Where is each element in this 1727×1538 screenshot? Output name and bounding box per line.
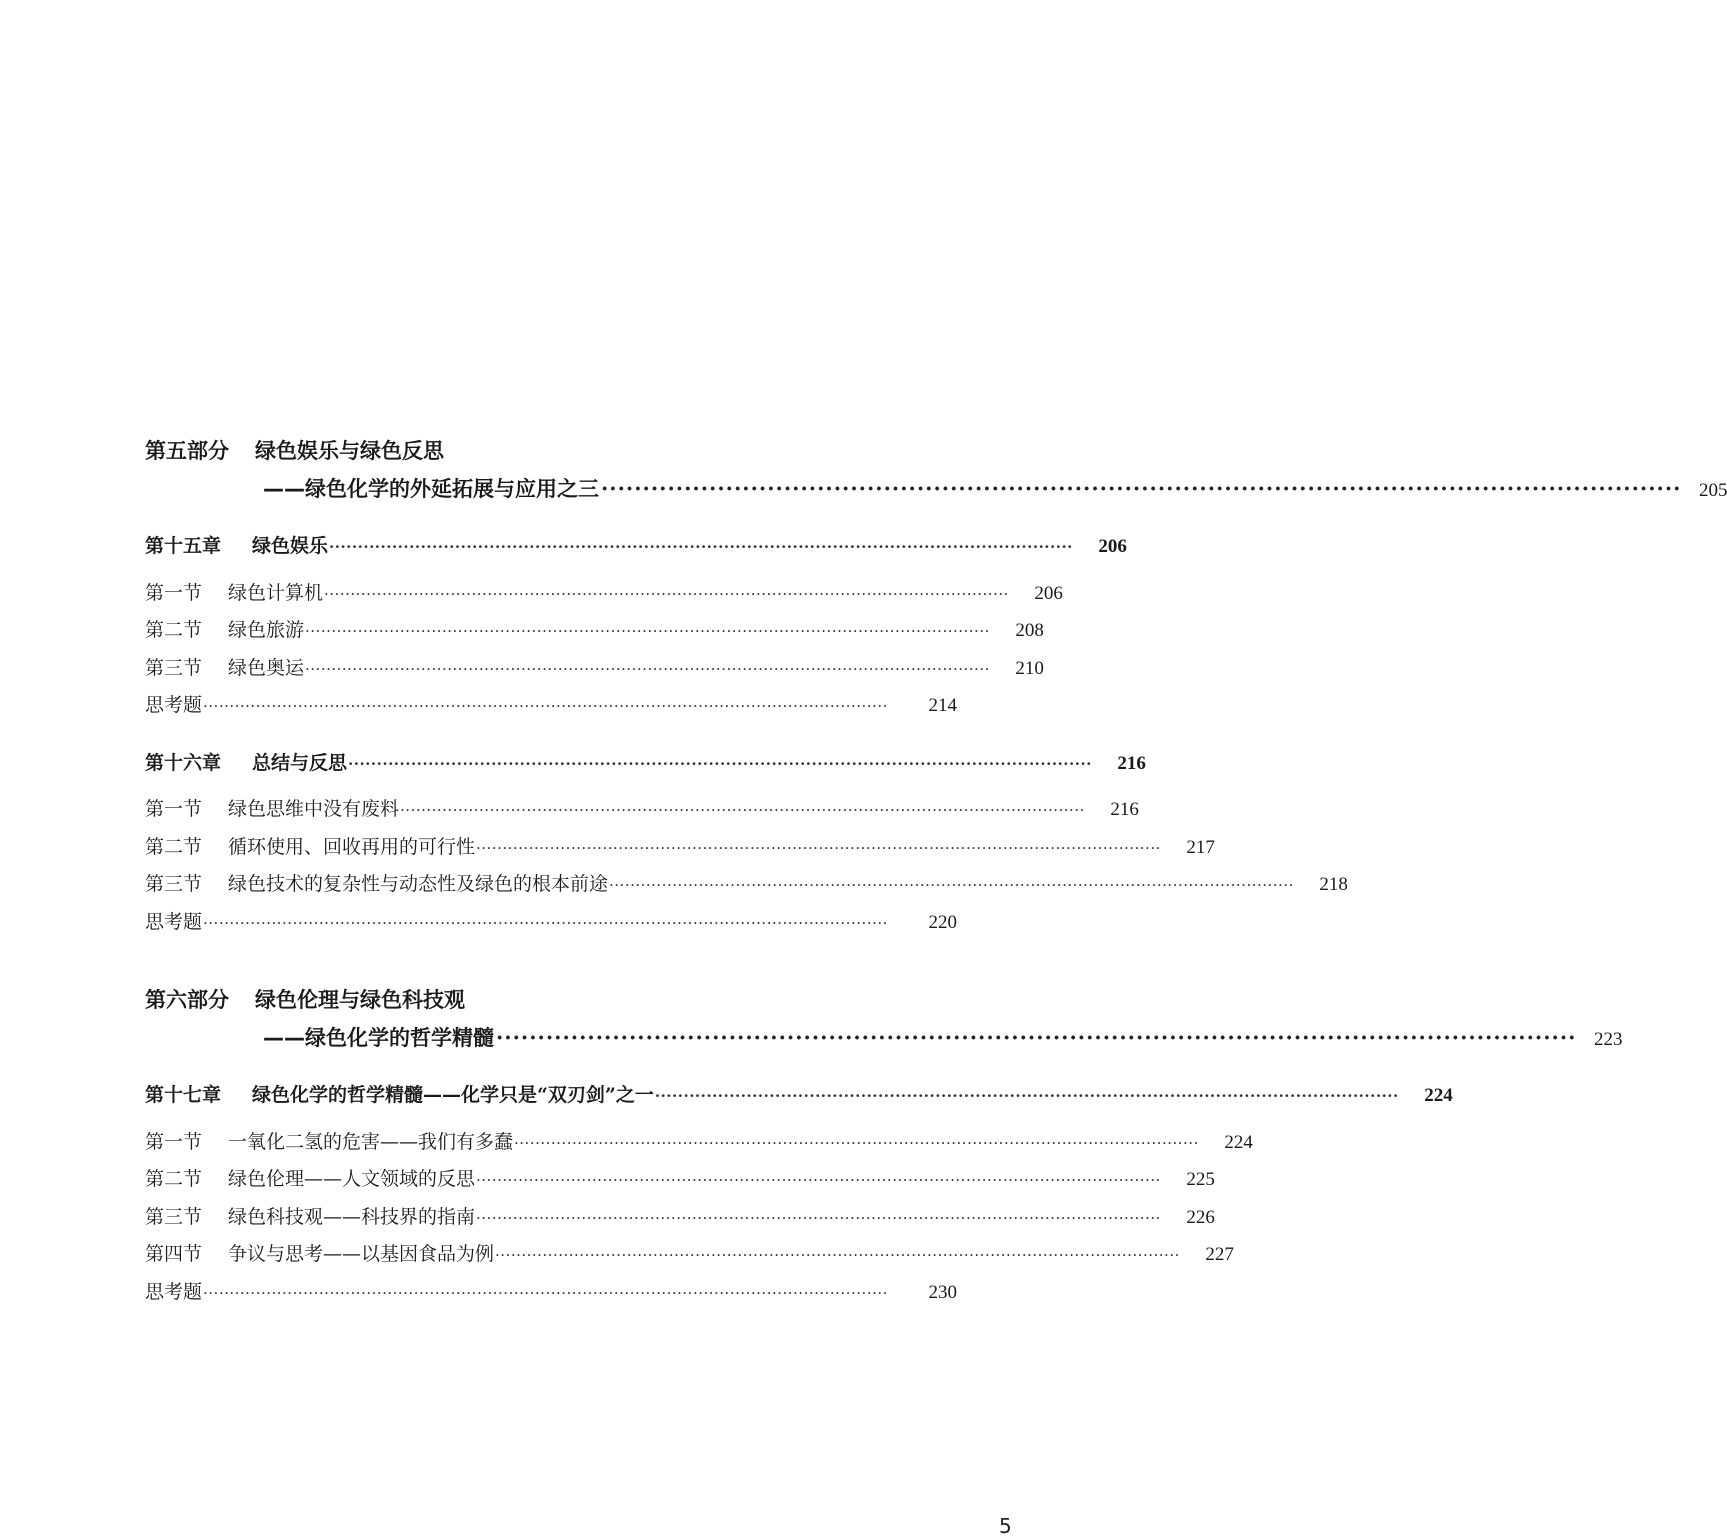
toc-section-entry[interactable] <box>145 1199 1215 1237</box>
table-of-contents <box>145 432 1727 1311</box>
section-label: 第三节 <box>145 873 203 895</box>
page-ref: 218 <box>1319 874 1348 895</box>
dot-leader: ·································································································································· <box>329 538 1073 556</box>
section-title: 绿色科技观——科技界的指南 <box>228 1205 476 1228</box>
page-ref: 224 <box>1224 1131 1253 1153</box>
chapter-title: 绿色化学的哲学精髓——化学只是“双刃剑”之一 <box>252 1084 654 1106</box>
toc-chapter-entry[interactable] <box>145 1077 1453 1115</box>
toc-section-entry[interactable] <box>145 1236 1234 1274</box>
toc-section-entry[interactable] <box>145 829 1215 867</box>
page-ref: 230 <box>928 1281 957 1303</box>
page-ref: 217 <box>1186 836 1215 858</box>
toc-chapter-entry[interactable] <box>145 528 1127 566</box>
section-title: 绿色奥运 <box>228 656 305 679</box>
toc-part <box>145 981 1623 1057</box>
dot-leader: ·································································································································· <box>601 476 1682 501</box>
dot-leader: ·································································································································· <box>305 622 990 640</box>
dot-leader: ·································································································································· <box>476 1171 1161 1189</box>
toc-exercise-entry[interactable] <box>145 687 957 725</box>
dot-leader: ·································································································································· <box>609 876 1294 894</box>
page-ref: 214 <box>928 695 957 716</box>
section-title: 争议与思考——以基因食品为例 <box>228 1243 495 1265</box>
section-title: 绿色技术的复杂性与动态性及绿色的根本前途 <box>228 873 609 895</box>
page-ref: 223 <box>1593 1029 1623 1050</box>
dot-leader: ·································································································································· <box>476 838 1161 857</box>
dot-leader: ·································································································································· <box>654 1087 1399 1105</box>
part-subtitle: ——绿色化学的哲学精髓 <box>263 1026 494 1050</box>
section-label: 第一节 <box>145 581 203 604</box>
dot-leader: ·································································································································· <box>476 1208 1161 1227</box>
dot-leader: ·································································································································· <box>348 754 1092 773</box>
toc-section-entry[interactable] <box>145 650 1044 688</box>
section-label: 第一节 <box>145 798 203 820</box>
section-title: 循环使用、回收再用的可行性 <box>228 835 476 858</box>
page-ref: 224 <box>1424 1085 1453 1106</box>
toc-exercise-entry[interactable] <box>145 1274 957 1312</box>
page-ref: 206 <box>1098 536 1127 557</box>
part-heading <box>145 432 957 470</box>
toc-section-entry[interactable] <box>145 1124 1253 1162</box>
section-title: 思考题 <box>145 694 203 716</box>
part-title: 绿色娱乐与绿色反思 <box>255 439 444 463</box>
part-subtitle-line[interactable] <box>145 1019 1623 1057</box>
section-title: 绿色计算机 <box>228 581 324 604</box>
dot-leader: ·································································································································· <box>203 913 888 932</box>
section-title: 绿色伦理——人文领域的反思 <box>228 1168 476 1190</box>
part-subtitle: ——绿色化学的外延拓展与应用之三 <box>263 477 599 501</box>
dot-leader: ·································································································································· <box>400 801 1085 819</box>
dot-leader: ·································································································································· <box>305 659 990 678</box>
dot-leader: ·································································································································· <box>203 1283 888 1302</box>
page-ref: 206 <box>1034 582 1063 604</box>
chapter-label: 第十七章 <box>145 1084 222 1106</box>
section-label: 第二节 <box>145 835 203 858</box>
toc-part <box>145 432 1727 508</box>
section-label: 第三节 <box>145 656 203 679</box>
part-label: 第五部分 <box>145 439 229 463</box>
toc-section-entry[interactable] <box>145 612 1044 650</box>
toc-section-entry[interactable] <box>145 866 1348 904</box>
chapter-title: 绿色娱乐 <box>252 535 329 557</box>
section-title: 思考题 <box>145 1280 203 1303</box>
toc-exercise-entry[interactable] <box>145 904 957 942</box>
page-ref: 216 <box>1117 752 1146 774</box>
page-ref: 225 <box>1186 1169 1215 1190</box>
page-ref: 210 <box>1015 657 1044 679</box>
part-label: 第六部分 <box>145 988 229 1012</box>
section-title: 思考题 <box>145 910 203 933</box>
chapter-label: 第十五章 <box>145 535 222 557</box>
section-label: 第二节 <box>145 1168 203 1190</box>
page-number: 5 <box>999 1514 1012 1538</box>
dot-leader: ·································································································································· <box>203 697 888 715</box>
page-ref: 226 <box>1186 1206 1215 1228</box>
dot-leader: ·································································································································· <box>514 1133 1199 1152</box>
chapter-title: 总结与反思 <box>252 751 348 774</box>
section-label: 第三节 <box>145 1205 203 1228</box>
part-title: 绿色伦理与绿色科技观 <box>255 988 465 1012</box>
page-ref: 227 <box>1205 1244 1234 1265</box>
section-title: 绿色思维中没有废料 <box>228 798 400 820</box>
toc-section-entry[interactable] <box>145 791 1139 829</box>
section-label: 第一节 <box>145 1130 203 1153</box>
chapter-label: 第十六章 <box>145 751 222 774</box>
section-label: 第四节 <box>145 1243 203 1265</box>
dot-leader: ·································································································································· <box>495 1246 1180 1264</box>
dot-leader: ·································································································································· <box>496 1025 1577 1050</box>
dot-leader: ·································································································································· <box>324 584 1009 603</box>
section-label: 第二节 <box>145 619 203 641</box>
page-ref: 216 <box>1110 799 1139 820</box>
page-ref: 208 <box>1015 620 1044 641</box>
toc-section-entry[interactable] <box>145 575 1063 613</box>
part-heading <box>145 981 957 1019</box>
section-title: 绿色旅游 <box>228 619 305 641</box>
page-ref: 220 <box>928 911 957 933</box>
toc-section-entry[interactable] <box>145 1161 1215 1199</box>
toc-chapter-entry[interactable] <box>145 745 1146 783</box>
part-subtitle-line[interactable] <box>145 470 1727 508</box>
section-title: 一氧化二氢的危害——我们有多蠢 <box>228 1130 514 1153</box>
page-ref: 205 <box>1698 480 1727 501</box>
